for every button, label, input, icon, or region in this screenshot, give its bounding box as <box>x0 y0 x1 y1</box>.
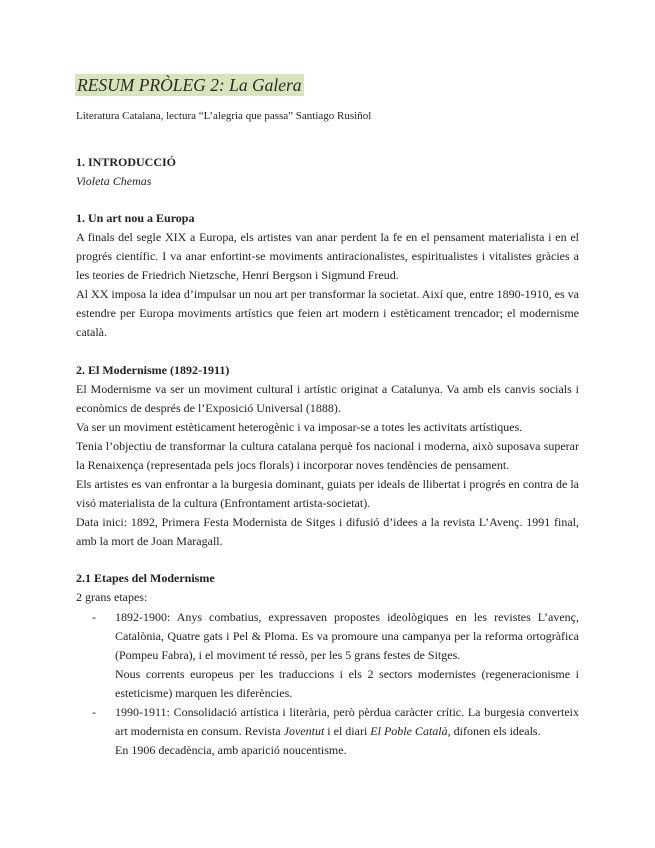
list-item <box>76 608 579 703</box>
document-title: RESUM PRÒLEG 2: La Galera <box>77 75 302 95</box>
etapes-list <box>76 608 579 761</box>
list-item-text: Nous corrents europeus per les traduccions i els 2 sectors modernistes (regeneracionisme i esteticisme) marquen les diferències. <box>115 666 579 700</box>
paragraph: 2 grans etapes: <box>76 590 148 605</box>
document-page <box>76 74 579 760</box>
section-heading-art-nou: 1. Un art nou a Europa <box>76 211 195 225</box>
list-dash: - <box>92 704 96 719</box>
list-item-text <box>115 703 579 741</box>
list-dash: - <box>92 609 96 624</box>
paragraph: Data inici: 1892, Primera Festa Modernista de Sitges i difusió d’idees a la revista L’Avenç. 1991 final, amb la mort de Joan Maragall. <box>76 515 579 549</box>
text-run: 1990-1911: Consolidació artística i literària, però pèrdua caràcter crític. La burgesia converteix art modernista en consum. Revista <box>115 704 579 739</box>
text-run: , difonen els ideals. <box>447 724 541 739</box>
paragraph: Els artistes es van enfrontar a la burgesia dominant, guiats per ideals de llibertat i progrés en contra de la visó materialista de la cultura (Enfrontament artista-societat). <box>76 477 579 511</box>
list-item-text: 1892-1900: Anys combatius, expressaven propostes ideològiques en les revistes L’avenç, Catalònia, Quatre gats i Pel & Ploma. Es va promoure una campanya per la reforma ortogràfica (Pompeu Fabra), i el moviment té ressò, per les 5 grans festes de Sitges. <box>115 609 579 662</box>
list-item-text: En 1906 decadència, amb aparició noucentisme. <box>115 743 347 758</box>
periodical-title: Joventut <box>283 724 325 739</box>
author-name: Violeta Chemas <box>76 174 152 188</box>
document-subtitle: Literatura Catalana, lectura “L’alegria que passa” Santiago Rusiñol <box>76 110 372 122</box>
section-heading-etapes: 2.1 Etapes del Modernisme <box>76 571 215 586</box>
paragraph: Va ser un moviment estèticament heterogènic i va imposar-se a totes les activitats artístiques. <box>76 419 523 434</box>
paragraph: A finals del segle XIX a Europa, els artistes van anar perdent la fe en el pensament materialista i en el progrés científic. I va anar enfortint-se moviments antiracionalistes, espiritualistes i vitalistes gràcies a les teories de Friedrich Nietzsche, Henri Bergson i Sigmund Freud. <box>76 230 579 283</box>
periodical-title: El Poble Català <box>370 724 448 739</box>
section-heading-modernisme: 2. El Modernisme (1892-1911) <box>76 362 230 377</box>
text-run: i el diari <box>324 724 371 739</box>
paragraph: Tenia l’objectiu de transformar la cultura catalana perquè fos nacional i moderna, això suposava superar la Renaixença (representada pels jocs florals) i incorporar noves tendències de pensament. <box>76 438 579 472</box>
section-heading-introduccio: 1. INTRODUCCIÓ <box>76 155 177 169</box>
paragraph: Al XX imposa la idea d’impulsar un nou art per transformar la societat. Així que, entre 1890-1910, es va estendre per Europa moviments artístics que feien art modern i estèticament trencador; el modernisme català. <box>76 287 579 340</box>
paragraph: El Modernisme va ser un moviment cultural i artístic originat a Catalunya. Va amb els canvis socials i econòmics de després de l’Exposició Universal (1888). <box>76 381 579 415</box>
list-item <box>76 703 579 760</box>
